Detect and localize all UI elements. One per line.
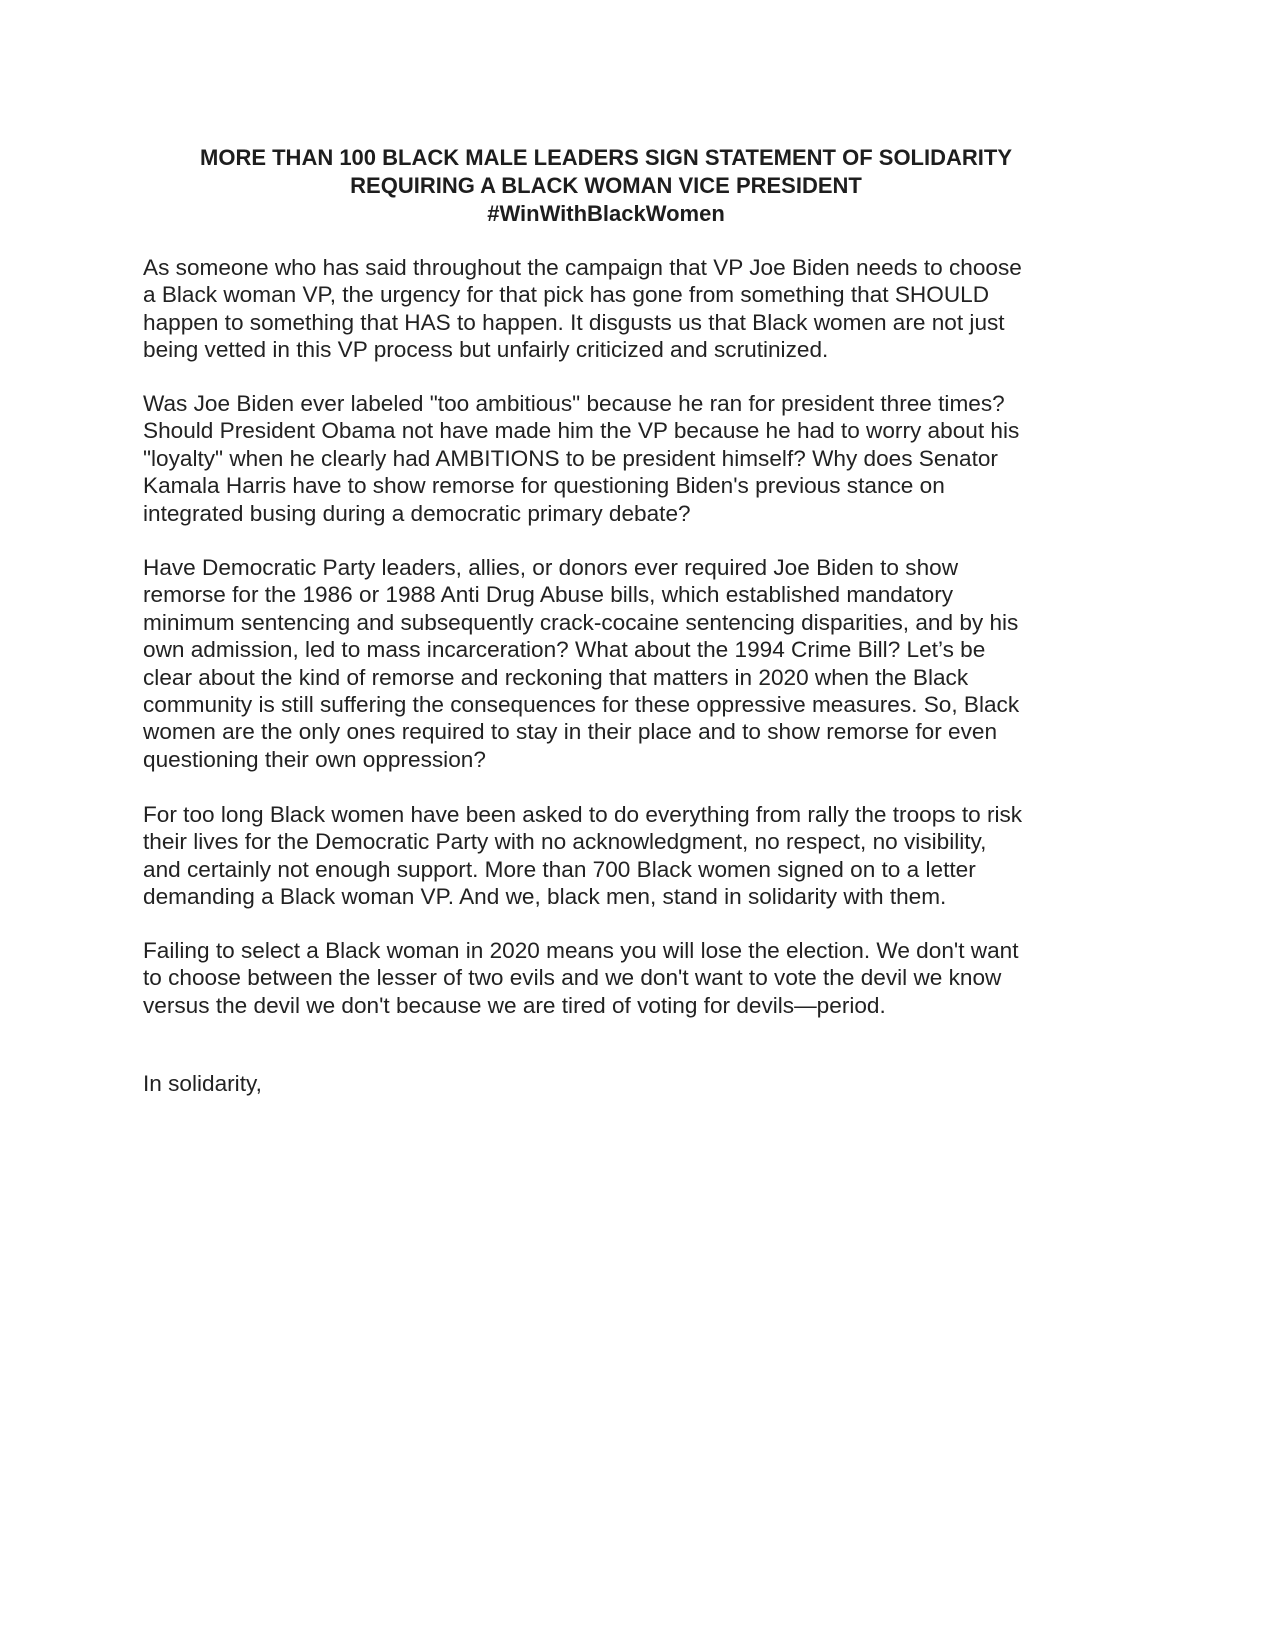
paragraph-line: happen to something that HAS to happen. It disgusts us that Black women are not just: [143, 309, 1005, 335]
paragraph-line: being vetted in this VP process but unfairly criticized and scrutinized.: [143, 337, 829, 363]
paragraph-line: their lives for the Democratic Party with no acknowledgment, no respect, no visibility,: [143, 829, 987, 855]
title-line-1: MORE THAN 100 BLACK MALE LEADERS SIGN STATEMENT OF SOLIDARITY: [200, 145, 1012, 170]
paragraph-line: Kamala Harris have to show remorse for questioning Biden's previous stance on: [143, 473, 945, 499]
paragraph-2: [143, 390, 1083, 527]
paragraph-line: own admission, led to mass incarceration? What about the 1994 Crime Bill? Let’s be: [143, 637, 986, 663]
paragraph-line: and certainly not enough support. More than 700 Black women signed on to a letter: [143, 856, 976, 882]
closing-salutation: [143, 1070, 1083, 1097]
paragraph-4: [143, 801, 1083, 911]
paragraph-line: integrated busing during a democratic primary debate?: [143, 500, 691, 526]
paragraph-line: For too long Black women have been asked to do everything from rally the troops to risk: [143, 802, 1023, 827]
paragraph-line: Have Democratic Party leaders, allies, or donors ever required Joe Biden to show: [143, 555, 959, 580]
paragraph-line: remorse for the 1986 or 1988 Anti Drug Abuse bills, which established mandatory: [143, 582, 954, 608]
paragraph-line: As someone who has said throughout the campaign that VP Joe Biden needs to choose: [143, 255, 1022, 280]
paragraph-line: demanding a Black woman VP. And we, black men, stand in solidarity with them.: [143, 884, 947, 910]
paragraph-line: questioning their own oppression?: [143, 746, 486, 772]
paragraph-line: women are the only ones required to stay in their place and to show remorse for even: [143, 719, 998, 745]
paragraph-line: community is still suffering the consequences for these oppressive measures. So, Black: [143, 692, 1020, 718]
paragraph-5: [143, 937, 1083, 1019]
paragraph-1: [143, 254, 1083, 364]
paragraph-line: Failing to select a Black woman in 2020 means you will lose the election. We don't want: [143, 938, 1019, 963]
closing-text: In solidarity,: [143, 1071, 262, 1096]
paragraph-line: to choose between the lesser of two evils and we don't want to vote the devil we know: [143, 965, 1002, 991]
paragraph-line: clear about the kind of remorse and reckoning that matters in 2020 when the Black: [143, 664, 969, 690]
title-line-2: REQUIRING A BLACK WOMAN VICE PRESIDENT: [350, 173, 862, 198]
paragraph-3: [143, 554, 1083, 773]
paragraph-line: Should President Obama not have made him the VP because he had to worry about his: [143, 418, 1020, 444]
paragraph-line: "loyalty" when he clearly had AMBITIONS to be president himself? Why does Senator: [143, 445, 998, 471]
paragraph-line: a Black woman VP, the urgency for that pick has gone from something that SHOULD: [143, 282, 990, 308]
paragraph-line: minimum sentencing and subsequently crack-cocaine sentencing disparities, and by his: [143, 609, 1019, 635]
paragraph-line: versus the devil we don't because we are tired of voting for devils—period.: [143, 992, 886, 1018]
paragraph-line: Was Joe Biden ever labeled "too ambitious" because he ran for president three times?: [143, 391, 1005, 416]
document-title: [0, 144, 1212, 228]
title-hashtag: #WinWithBlackWomen: [487, 201, 725, 226]
